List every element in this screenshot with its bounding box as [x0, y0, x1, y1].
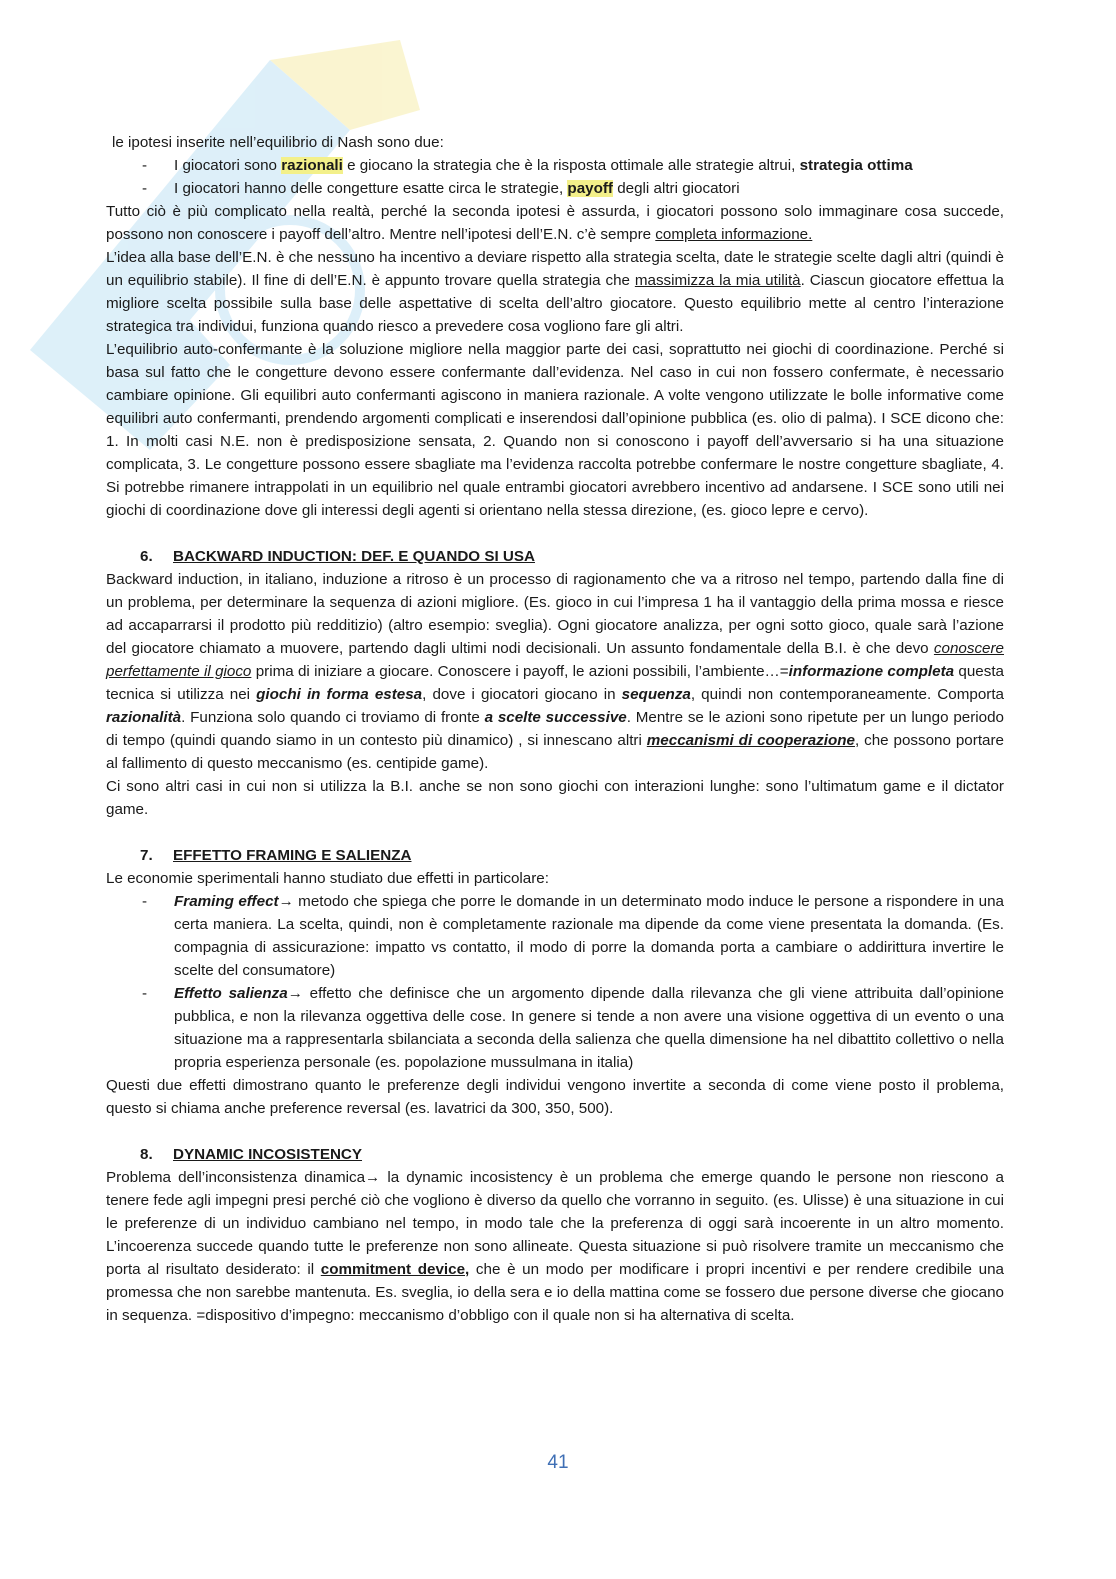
nash-hypotheses-list: [106, 154, 1004, 200]
highlight-payoff: payoff: [567, 180, 613, 197]
section-title: EFFETTO FRAMING E SALIENZA: [173, 847, 412, 864]
section-title: BACKWARD INDUCTION: DEF. E QUANDO SI USA: [173, 548, 535, 565]
text: Problema dell’inconsistenza dinamica: [106, 1169, 366, 1186]
text: che è un modo per modificare i propri incentivi e per rendere credibile una promessa che non sarebbe mantenuta. Es. sveglia, io della sera e io della mattina come se fossero due persone diverse che giocano in sequenza. =dispositivo d’impegno: meccanismo d’obbligo con il quale non si ha alternativa di scelta.: [106, 1261, 1004, 1324]
text: . Ciascun giocatore effettua la migliore scelta possibile sulla base delle aspettative di scelta dell’altro giocatore. Questo equilibrio mette al centro l’interazione strategica tra individui, funziona quando riesco a prevedere cosa vogliono fare gli altri.: [106, 272, 1004, 335]
bold-strategia-ottima: strategia ottima: [799, 157, 913, 174]
text: effetto che definisce che un argomento dipende dalla rilevanza che gli viene attribuita dall’opinione pubblica, e non la rilevanza oggettiva delle cose. In genere si tende a non avere una visione oggettiva di un evento o una situazione ma a rappresentarla sbilanciata a seconda della salienza che quella dimensione ha nel dibattito collettivo o nella propria esperienza personale (es. popolazione mussulmana in italia): [174, 985, 1004, 1071]
section-heading-6: [106, 545, 1004, 568]
emph-razionalita: razionalità: [106, 709, 182, 726]
emph-giochi-forma-estesa: giochi in forma estesa: [256, 686, 423, 703]
text: questa tecnica si utilizza nei: [106, 663, 1004, 703]
text: I giocatori hanno delle congetture esatte circa le strategie,: [174, 180, 568, 197]
text: la dynamic incosistency è un problema che emerge quando le persone non riescono a tenere fede agli impegni presi perché ciò che vogliono è diverso da quello che vorranno in seguito. (es. Ulisse) è una situazione in cui le preferenze di un individuo cambiano nel tempo, in modo tale che la preferenza di oggi sarà incoerente in un altro momento. L’incoerenza succede quando tutte le preferenze non sono allineate. Questa situazione si può risolvere tramite un meccanismo che porta al risultato desiderato: il: [106, 1169, 1004, 1278]
list-item: [106, 982, 1004, 1074]
emph-informazione-completa: informazione completa: [788, 663, 955, 680]
text: metodo che spiega che porre le domande in un determinato modo induce le persone a rispondere in una certa maniera. La scelta, quindi, non è completamente razionale ma dipende da come viene presentata la domanda. (Es. compagnia di assicurazione: impatto vs contatto, il modo di porre la domanda porta a cambiare o addirittura invertire le scelte del consumatore): [174, 893, 1004, 979]
paragraph: Ci sono altri casi in cui non si utilizza la B.I. anche se non sono giochi con interazioni lunghe: sono l’ultimatum game e il dictator game.: [106, 778, 1004, 818]
text: , che possono portare al fallimento di questo meccanismo (es. centipide game).: [106, 732, 1004, 772]
emph-commitment-device: commitment device,: [320, 1261, 470, 1278]
page-number: 41: [547, 1452, 569, 1473]
section-number: 7.: [140, 847, 153, 864]
emph-sequenza: sequenza: [621, 686, 691, 703]
paragraph: L’equilibrio auto-confermante è la soluzione migliore nella maggior parte dei casi, soprattutto nei giochi di coordinazione. Perché si basa sul fatto che le congetture devono essere confermante dall’evidenza. Nel caso in cui non fossero confermate, è necessario cambiare opinione. Gli equilibri auto confermanti agiscono in maniera razionale. A volte vengono utilizzate le bolle informative come equilibri auto confermanti, prendendo argomenti complicati e inserendosi dall’opinione pubblica (es. olio di palma). I SCE dicono che: 1. In molti casi N.E. non è predisposizione sensata, 2. Quando non si conoscono i payoff dell’avversario si ha una situazione complicata, 3. Le congetture possono essere sbagliate ma l’evidenza raccolta potrebbe confermare le nostre congetture sbagliate, 4. Si potrebbe rimanere intrappolati in un equilibrio nel quale entrambi giocatori avrebbero incentivo ad andarsene. I SCE sono utili nei giochi di coordinazione dove gli interessi degli agenti si orientano nella stessa direzione, (es. gioco lepre e cervo).: [106, 341, 1004, 519]
watermark-accent: [270, 40, 420, 130]
text: I giocatori sono: [174, 157, 282, 174]
highlight-razionali: razionali: [281, 157, 343, 174]
text: , quindi non contemporaneamente. Comporta: [690, 686, 1004, 703]
term-effetto-salienza: Effetto salienza: [174, 985, 288, 1002]
text: prima di iniziare a giocare. Conoscere i payoff, le azioni possibili, l’ambiente…=: [251, 663, 789, 680]
list-item: [106, 177, 1004, 200]
paragraph: [106, 568, 1004, 775]
arrow-icon: →: [287, 985, 303, 1002]
list-item: [106, 890, 1004, 982]
paragraph: [106, 1166, 1004, 1327]
section-number: 8.: [140, 1146, 153, 1163]
text: L’idea alla base dell’E.N. è che nessuno ha incentivo a deviare rispetto alla strategia scelta, date le strategie scelte dagli altri (quindi è un equilibrio stabile). Il fine di dell’E.N. è appunto trovare quella strategia che: [106, 249, 1004, 289]
text: degli altri giocatori: [612, 180, 740, 197]
arrow-icon: →: [278, 893, 294, 910]
section-title: DYNAMIC INCOSISTENCY: [173, 1146, 363, 1163]
text: e giocano la strategia che è la risposta ottimale alle strategie altrui,: [342, 157, 800, 174]
emph-meccanismi-cooperazione: meccanismi di cooperazione: [646, 732, 855, 749]
text: , dove i giocatori giocano in: [422, 686, 622, 703]
paragraph: Questi due effetti dimostrano quanto le preferenze degli individui vengono invertite a seconda di come viene posto il problema, questo si chiama anche preference reversal (es. lavatrici da 300, 350, 500).: [106, 1077, 1004, 1117]
arrow-icon: →: [365, 1169, 381, 1186]
effects-list: [106, 890, 1004, 1074]
document-page: [106, 131, 1004, 1327]
text: . Funziona solo quando ci troviamo di fronte: [181, 709, 485, 726]
section-heading-8: [106, 1143, 1004, 1166]
underline-completa-informazione: completa informazione.: [655, 226, 813, 243]
paragraph: [106, 246, 1004, 338]
text: Backward induction, in italiano, induzione a ritroso è un processo di ragionamento che va a ritroso nel tempo, partendo dalla fine di un problema, per determinare la sequenza di azioni migliore. (Es. gioco in cui l’impresa 1 ha il vantaggio della prima mossa e riesce ad accaparrarsi il prodotto più redditizio) (altro esempio: sveglia). Ogni giocatore analizza, per ogni sotto gioco, quale sarà l’azione del giocatore chiamato a muovere, partendo dagli ultimi nodi decisionali. Un assunto fondamentale della B.I. è che devo: [106, 571, 1004, 657]
underline-massimizza: massimizza la mia utilità: [634, 272, 801, 289]
emph-scelte-successive: a scelte successive: [484, 709, 627, 726]
section-heading-7: [106, 844, 1004, 867]
text: Tutto ciò è più complicato nella realtà, perché la seconda ipotesi è assurda, i giocatori possono solo immaginare cosa succede, possono non conoscere i payoff dell’altro. Mentre nell’ipotesi dell’E.N. c’è sempre: [106, 203, 1004, 243]
paragraph: [106, 200, 1004, 246]
section-number: 6.: [140, 548, 153, 565]
list-item: [106, 154, 1004, 177]
text: . Mentre se le azioni sono ripetute per un lungo periodo di tempo (quindi quando siamo in un contesto più dinamico) , si innescano altri: [106, 709, 1004, 749]
intro-lead: le ipotesi inserite nell’equilibrio di Nash sono due:: [112, 134, 444, 151]
emph-conoscere: conoscere perfettamente il gioco: [106, 640, 1004, 680]
term-framing-effect: Framing effect: [174, 893, 279, 910]
paragraph: Le economie sperimentali hanno studiato due effetti in particolare:: [106, 870, 549, 887]
